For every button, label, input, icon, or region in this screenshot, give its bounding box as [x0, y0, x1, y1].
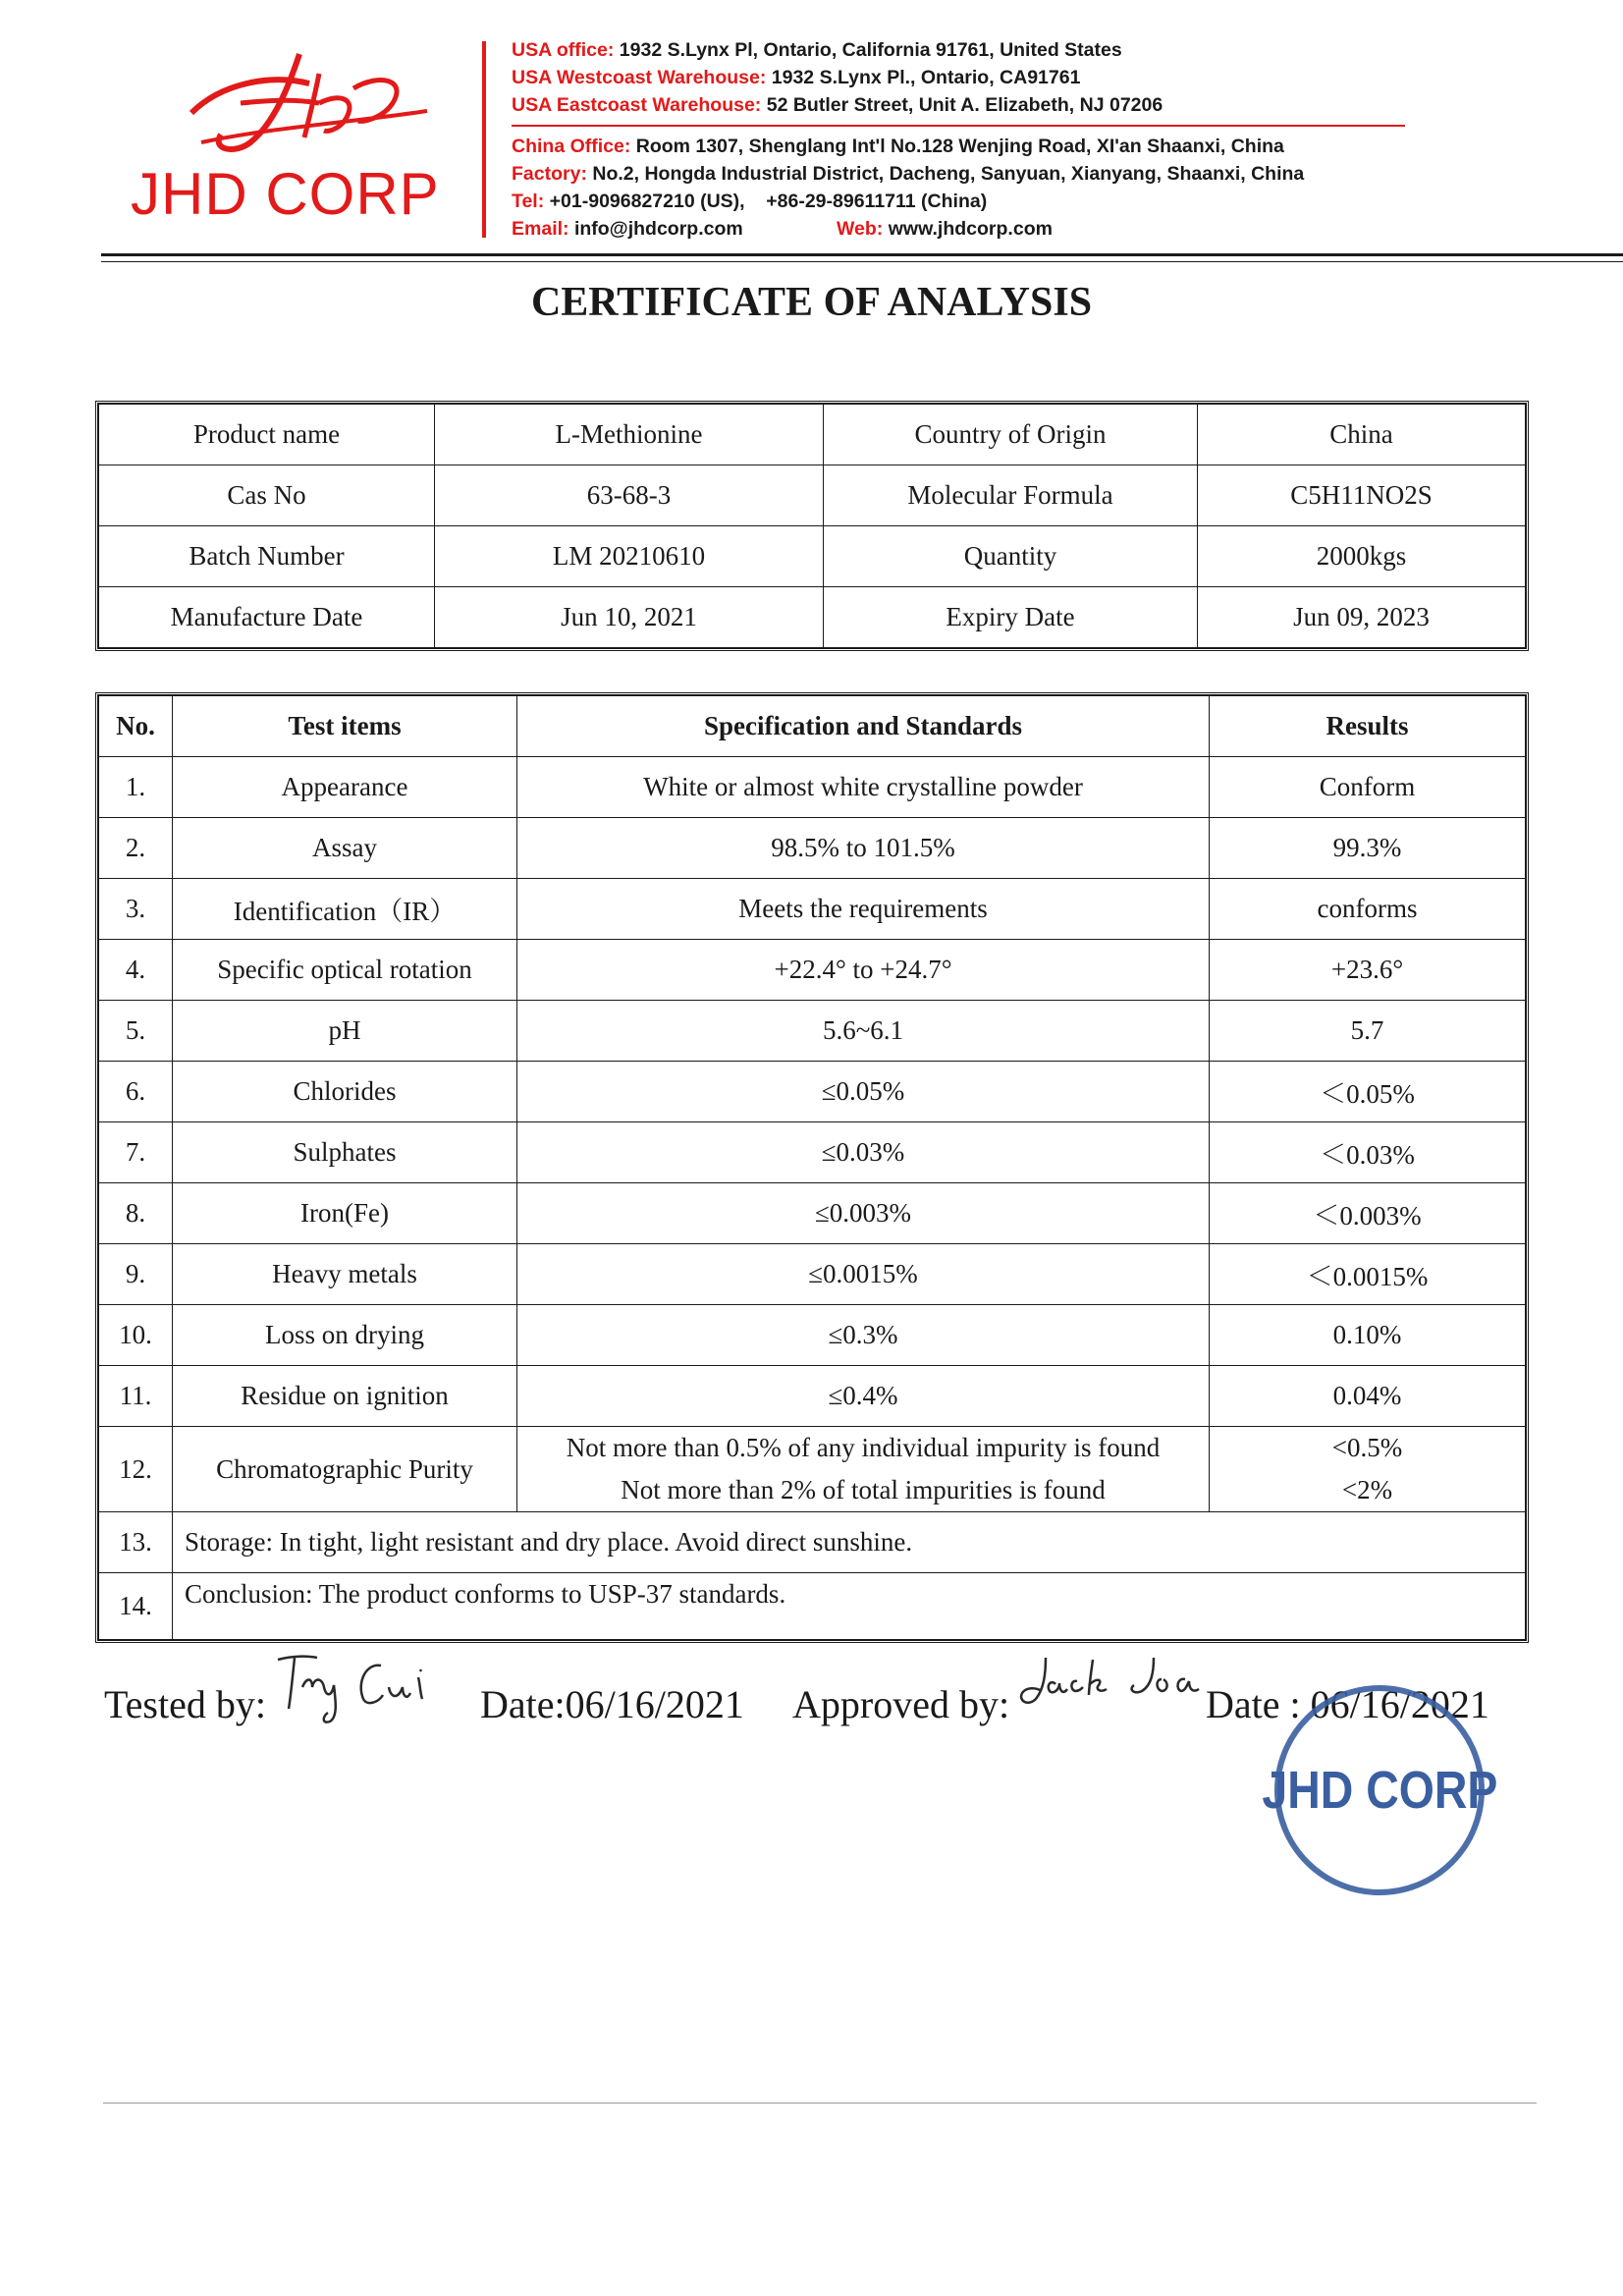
info-label: Country of Origin [824, 405, 1198, 465]
test-item: Heavy metals [173, 1244, 517, 1305]
contact-usa-westcoast [512, 67, 1080, 89]
approved-by-label: Approved by: [792, 1682, 1010, 1726]
column-header-no: No. [99, 696, 173, 757]
email-label: Email: [512, 218, 569, 240]
specification [517, 1427, 1210, 1512]
row-no: 3. [99, 879, 173, 940]
specification: ≤0.05% [517, 1062, 1210, 1122]
contact-value: Room 1307, Shenglang Int'l No.128 Wenjing Road, XI'an Shaanxi, China [635, 136, 1284, 157]
info-value: Jun 10, 2021 [435, 587, 824, 648]
table-row [99, 465, 1526, 526]
result: conforms [1210, 879, 1526, 940]
specification: +22.4° to +24.7° [517, 940, 1210, 1001]
info-label: Quantity [824, 526, 1198, 587]
footer-rule [103, 2103, 1537, 2104]
approved-date: Date : 06/16/2021 [1206, 1682, 1489, 1726]
test-item: Sulphates [173, 1122, 517, 1183]
column-header-results: Results [1210, 696, 1526, 757]
contact-value: 1932 S.Lynx Pl., Ontario, CA91761 [771, 67, 1081, 88]
storage-note: Storage: In tight, light resistant and dry place. Avoid direct sunshine. [173, 1512, 1526, 1573]
spec-line: Not more than 2% of total impurities is found [621, 1475, 1106, 1504]
row-no: 7. [99, 1122, 173, 1183]
specification: Meets the requirements [517, 879, 1210, 940]
info-value: 2000kgs [1198, 526, 1526, 587]
column-header-test-items: Test items [173, 696, 517, 757]
company-logo [123, 44, 457, 241]
table-row [99, 1183, 1526, 1244]
contact-email [512, 218, 743, 241]
test-item: pH [173, 1001, 517, 1062]
tested-by-label: Tested by: [104, 1682, 266, 1726]
row-no: 1. [99, 757, 173, 818]
tel-value: +01-9096827210 (US), +86-29-89611711 (China) [549, 191, 988, 212]
table-row [99, 1366, 1526, 1427]
table-row [99, 940, 1526, 1001]
table-row [99, 1573, 1526, 1640]
conclusion-note: Conclusion: The product conforms to USP-37 standards. [173, 1573, 1526, 1640]
test-item: Chromatographic Purity [173, 1427, 517, 1512]
info-label: Expiry Date [824, 587, 1198, 648]
row-no: 2. [99, 818, 173, 879]
specification: 5.6~6.1 [517, 1001, 1210, 1062]
contact-label: Factory: [512, 163, 587, 185]
row-no: 8. [99, 1183, 173, 1244]
jhd-signature-logo-icon [182, 44, 437, 162]
specification: ≤0.003% [517, 1183, 1210, 1244]
test-item: Specific optical rotation [173, 940, 517, 1001]
contact-label: USA Westcoast Warehouse: [512, 67, 767, 88]
header-divider [482, 41, 486, 238]
result: Conform [1210, 757, 1526, 818]
contact-factory [512, 163, 1304, 186]
table-header-row [99, 696, 1526, 757]
contact-web [837, 218, 1053, 241]
result: +23.6° [1210, 940, 1526, 1001]
info-value: Jun 09, 2023 [1198, 587, 1526, 648]
contact-value: No.2, Hongda Industrial District, Dacheng, Sanyuan, Xianyang, Shaanxi, China [592, 163, 1305, 185]
header-rule-thick [101, 253, 1623, 256]
result: 99.3% [1210, 818, 1526, 879]
result [1210, 1427, 1526, 1512]
column-header-specification: Specification and Standards [517, 696, 1210, 757]
info-value: China [1198, 405, 1526, 465]
row-no: 10. [99, 1305, 173, 1366]
test-item: Identification（IR） [173, 879, 517, 940]
result: ＜0.03% [1210, 1122, 1526, 1183]
test-item: Loss on drying [173, 1305, 517, 1366]
header-rule-thin [101, 261, 1623, 262]
contact-label: USA office: [512, 39, 615, 61]
info-value: L-Methionine [435, 405, 824, 465]
info-label: Cas No [99, 465, 435, 526]
document-title: CERTIFICATE OF ANALYSIS [530, 280, 1093, 325]
info-label: Molecular Formula [824, 465, 1198, 526]
test-item: Appearance [173, 757, 517, 818]
test-item: Iron(Fe) [173, 1183, 517, 1244]
contact-value: 1932 S.Lynx Pl, Ontario, California 91761, United States [619, 39, 1122, 61]
contact-usa-eastcoast [512, 94, 1163, 117]
result: 0.04% [1210, 1366, 1526, 1427]
table-row [99, 1427, 1526, 1512]
specification: White or almost white crystalline powder [517, 757, 1210, 818]
logo-text: JHD CORP [131, 161, 440, 227]
table-row [99, 1512, 1526, 1573]
test-item: Chlorides [173, 1062, 517, 1122]
header-red-rule [512, 125, 1405, 127]
result: ＜0.003% [1210, 1183, 1526, 1244]
contact-label: USA Eastcoast Warehouse: [512, 94, 762, 116]
row-no: 4. [99, 940, 173, 1001]
email-value: info@jhdcorp.com [573, 218, 743, 240]
table-row [99, 587, 1526, 648]
info-value: LM 20210610 [435, 526, 824, 587]
tested-date: Date:06/16/2021 [480, 1682, 744, 1726]
row-no: 6. [99, 1062, 173, 1122]
result-line: <2% [1341, 1475, 1393, 1504]
table-row [99, 879, 1526, 940]
test-item: Assay [173, 818, 517, 879]
row-no: 5. [99, 1001, 173, 1062]
specification: 98.5% to 101.5% [517, 818, 1210, 879]
contact-tel [512, 191, 987, 213]
product-info-table [95, 401, 1529, 651]
approved-by-signature-icon [1016, 1650, 1213, 1719]
specification: ≤0.4% [517, 1366, 1210, 1427]
result: 5.7 [1210, 1001, 1526, 1062]
tested-by-signature-icon [273, 1648, 450, 1726]
table-row [99, 1244, 1526, 1305]
table-row [99, 1062, 1526, 1122]
row-no: 12. [99, 1427, 173, 1512]
table-row [99, 1122, 1526, 1183]
company-stamp [1262, 1677, 1497, 1903]
tel-label: Tel: [512, 191, 545, 212]
info-label: Product name [99, 405, 435, 465]
info-value: C5H11NO2S [1198, 465, 1526, 526]
test-item: Residue on ignition [173, 1366, 517, 1427]
contact-china-office [512, 136, 1284, 158]
table-row [99, 405, 1526, 465]
specification: ≤0.03% [517, 1122, 1210, 1183]
contact-label: China Office: [512, 136, 631, 157]
row-no: 9. [99, 1244, 173, 1305]
info-label: Manufacture Date [99, 587, 435, 648]
contact-usa-office [512, 39, 1122, 62]
table-row [99, 757, 1526, 818]
row-no: 13. [99, 1512, 173, 1573]
result: ＜0.05% [1210, 1062, 1526, 1122]
table-row [99, 818, 1526, 879]
row-no: 11. [99, 1366, 173, 1427]
web-value: www.jhdcorp.com [888, 218, 1053, 240]
table-row [99, 1305, 1526, 1366]
test-results-table [95, 692, 1529, 1643]
info-value: 63-68-3 [435, 465, 824, 526]
stamp-text: JHD CORP [1262, 1759, 1497, 1820]
result-line: <0.5% [1331, 1433, 1403, 1462]
info-label: Batch Number [99, 526, 435, 587]
specification: ≤0.0015% [517, 1244, 1210, 1305]
result: 0.10% [1210, 1305, 1526, 1366]
result: ＜0.0015% [1210, 1244, 1526, 1305]
spec-line: Not more than 0.5% of any individual impurity is found [566, 1433, 1161, 1462]
specification: ≤0.3% [517, 1305, 1210, 1366]
table-row [99, 1001, 1526, 1062]
contact-value: 52 Butler Street, Unit A. Elizabeth, NJ 07206 [766, 94, 1163, 116]
row-no: 14. [99, 1573, 173, 1640]
web-label: Web: [837, 218, 884, 240]
table-row [99, 526, 1526, 587]
